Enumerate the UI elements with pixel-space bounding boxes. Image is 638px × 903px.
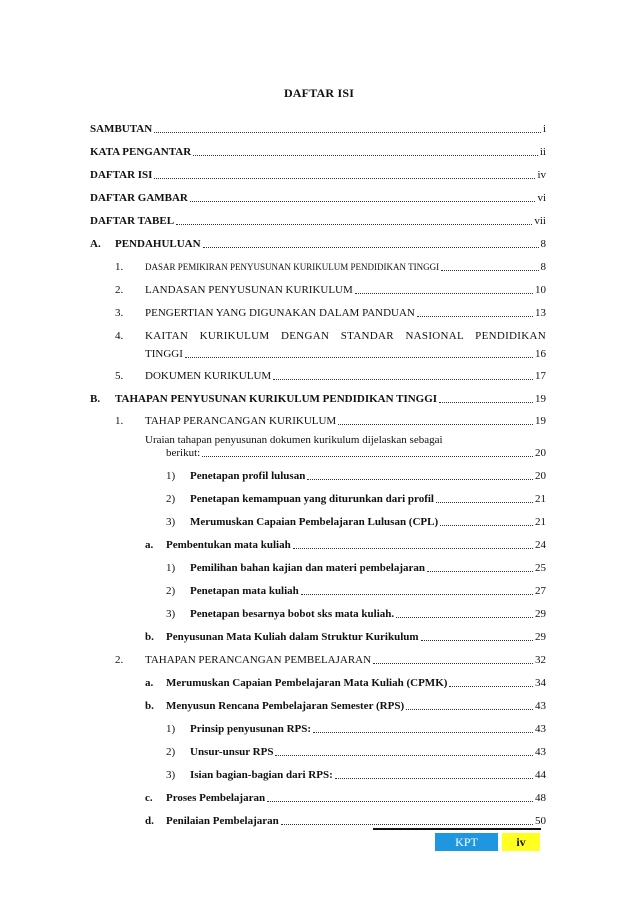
toc-entry-unsur-rps[interactable]: Unsur-unsur RPS 43 [190, 746, 546, 758]
toc-entry-cpmk[interactable]: Merumuskan Capaian Pembelajaran Mata Kuliah (CPMK) 34 [166, 677, 546, 689]
toc-entry-bahan-kajian[interactable]: Pemilihan bahan kajian dan materi pembelajaran 25 [190, 562, 546, 574]
page-title: DAFTAR ISI [283, 86, 355, 100]
toc-entry-pengertian[interactable]: PENGERTIAN YANG DIGUNAKAN DALAM PANDUAN 13 [145, 307, 546, 319]
toc-number: 2. [115, 284, 124, 296]
toc-number: d. [145, 815, 154, 827]
toc-entry-kemampuan[interactable]: Penetapan kemampuan yang diturunkan dari profil 21 [190, 493, 546, 505]
toc-number: 1) [166, 723, 176, 735]
toc-entry-daftar-gambar[interactable]: DAFTAR GAMBAR vi [90, 192, 546, 204]
toc-entry-pembentukan-mk[interactable]: Pembentukan mata kuliah 24 [166, 539, 546, 551]
toc-number: 1. [115, 415, 124, 427]
toc-entry-dasar-pemikiran[interactable]: DASAR PEMIKIRAN PENYUSUNAN KURIKULUM PENDIDIKAN TINGGI 8 [145, 261, 546, 273]
toc-entry-penilaian[interactable]: Penilaian Pembelajaran 50 [166, 815, 546, 827]
toc-entry-cpl[interactable]: Merumuskan Capaian Pembelajaran Lulusan (CPL) 21 [190, 516, 546, 528]
footer-label: KPT [435, 833, 498, 851]
toc-entry-isian-rps[interactable]: Isian bagian-bagian dari RPS: 44 [190, 769, 546, 781]
toc-number: b. [145, 631, 154, 643]
toc-entry-uraian-line1[interactable]: Uraian tahapan penyusunan dokumen kurikulum dijelaskan sebagai [145, 434, 443, 446]
toc-number: 3. [115, 307, 124, 319]
toc-entry-sambutan[interactable]: SAMBUTAN i [90, 123, 546, 135]
toc-number: A. [90, 238, 101, 250]
toc-entry-perancangan-pembelajaran[interactable]: TAHAPAN PERANCANGAN PEMBELAJARAN 32 [145, 654, 546, 666]
toc-number: b. [145, 700, 154, 712]
toc-entry-landasan[interactable]: LANDASAN PENYUSUNAN KURIKULUM 10 [145, 284, 546, 296]
footer-page-number: iv [502, 833, 540, 851]
toc-number: 1. [115, 261, 124, 273]
toc-number: 2) [166, 585, 176, 597]
toc-entry-prinsip-rps[interactable]: Prinsip penyusunan RPS: 43 [190, 723, 546, 735]
toc-entry-bobot-sks[interactable]: Penetapan besarnya bobot sks mata kuliah. 29 [190, 608, 546, 620]
toc-entry-daftar-isi[interactable]: DAFTAR ISI iv [90, 169, 546, 181]
toc-entry-dokumen[interactable]: DOKUMEN KURIKULUM 17 [145, 370, 546, 382]
toc-entry-tahapan-penyusunan[interactable]: TAHAPAN PENYUSUNAN KURIKULUM PENDIDIKAN TINGGI 19 [115, 393, 546, 405]
toc-number: 1) [166, 562, 176, 574]
toc-number: a. [145, 677, 154, 689]
footer-rule [373, 828, 541, 830]
toc-entry-kaitan[interactable]: TINGGI 16 [145, 348, 546, 360]
toc-entry-kata-pengantar[interactable]: KATA PENGANTAR ii [90, 146, 546, 158]
toc-number: 3) [166, 516, 176, 528]
toc-number: 2. [115, 654, 124, 666]
toc-number: 2) [166, 493, 176, 505]
toc-number: c. [145, 792, 153, 804]
toc-entry-kaitan-line1[interactable]: KAITAN KURIKULUM DENGAN STANDAR NASIONAL PENDIDIKAN [145, 330, 546, 342]
toc-entry-tahap-perancangan-kurikulum[interactable]: TAHAP PERANCANGAN KURIKULUM 19 [145, 415, 546, 427]
toc-number: a. [145, 539, 154, 551]
toc-number: 5. [115, 370, 124, 382]
toc-entry-struktur-kurikulum[interactable]: Penyusunan Mata Kuliah dalam Struktur Kurikulum 29 [166, 631, 546, 643]
toc-number: 2) [166, 746, 176, 758]
toc-entry-profil-lulusan[interactable]: Penetapan profil lulusan 20 [190, 470, 546, 482]
toc-entry-uraian[interactable]: berikut: 20 [166, 447, 546, 459]
toc-entry-penetapan-mk[interactable]: Penetapan mata kuliah 27 [190, 585, 546, 597]
toc-entry-proses-pembelajaran[interactable]: Proses Pembelajaran 48 [166, 792, 546, 804]
toc-entry-pendahuluan[interactable]: PENDAHULUAN 8 [115, 238, 546, 250]
toc-number: B. [90, 393, 101, 405]
toc-number: 3) [166, 769, 176, 781]
toc-entry-daftar-tabel[interactable]: DAFTAR TABEL vii [90, 215, 546, 227]
toc-entry-rps[interactable]: Menyusun Rencana Pembelajaran Semester (RPS) 43 [166, 700, 546, 712]
toc-number: 4. [115, 330, 124, 342]
toc-number: 1) [166, 470, 176, 482]
toc-number: 3) [166, 608, 176, 620]
